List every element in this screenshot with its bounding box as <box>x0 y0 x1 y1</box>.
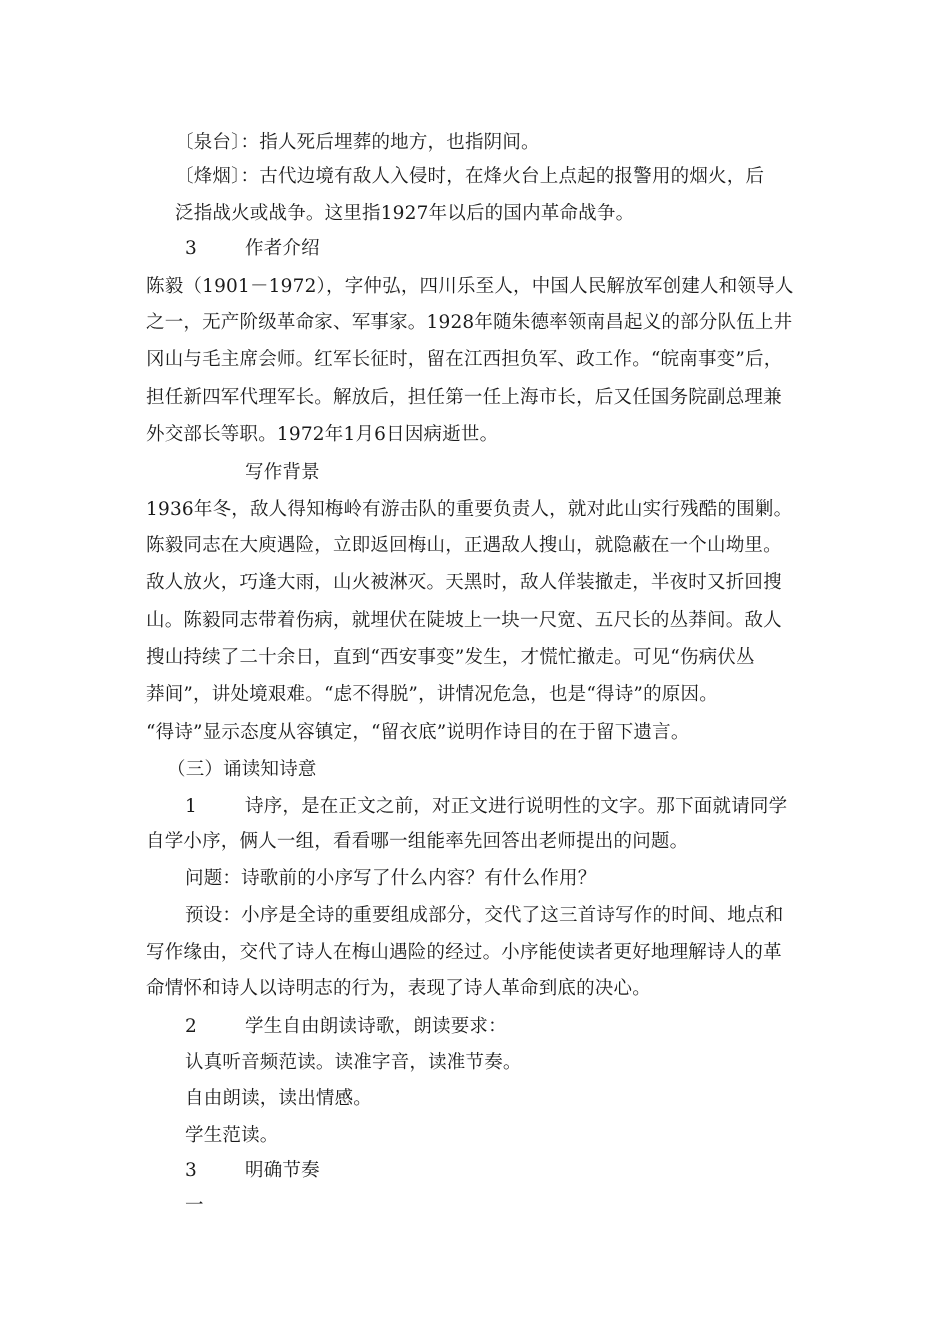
reading-answer-line-3: 命情怀和诗人以诗明志的行为，表现了诗人革命到底的决心。 <box>146 978 651 999</box>
reading-question: 问题：诗歌前的小序写了什么内容？有什么作用？ <box>185 868 597 889</box>
background-heading: 写作背景 <box>245 462 320 483</box>
reading-item-1-line2: 自学小序，俩人一组，看看哪一组能率先回答出老师提出的问题。 <box>146 831 689 852</box>
reading-answer-line-2: 写作缘由，交代了诗人在梅山遇险的经过。小序能使读者更好地理解诗人的革 <box>146 942 782 963</box>
background-line-2: 陈毅同志在大庾遇险，立即返回梅山，正遇敌人搜山，就隐蔽在一个山坳里。 <box>146 535 782 556</box>
author-line-5: 外交部长等职。1972年1月6日因病逝世。 <box>146 424 499 445</box>
reading-requirement-3: 学生范读。 <box>185 1125 279 1146</box>
reading-item-3-text: 明确节奏 <box>245 1160 320 1181</box>
background-line-1: 1936年冬，敌人得知梅岭有游击队的重要负责人，就对此山实行残酷的围剿。 <box>146 499 793 520</box>
reading-item-1-text: 诗序，是在正文之前，对正文进行说明性的文字。那下面就请同学 <box>245 796 788 817</box>
glossary-fengyan-line2: 泛指战火或战争。这里指1927年以后的国内革命战争。 <box>175 203 635 224</box>
author-line-2: 之一，无产阶级革命家、军事家。1928年随朱德率领南昌起义的部分队伍上井 <box>146 312 793 333</box>
background-line-5: 搜山持续了二十余日，直到“西安事变”发生，才慌忙撤走。可见“伤病伏丛 <box>146 647 755 668</box>
background-line-7: “得诗”显示态度从容镇定，“留衣底”说明作诗目的在于留下遗言。 <box>146 722 690 743</box>
reading-item-2-number: 2 <box>185 1016 197 1037</box>
reading-trailing-text: 一 <box>185 1195 204 1216</box>
author-heading-text: 作者介绍 <box>245 238 320 259</box>
background-line-6: 莽间”，讲处境艰难。“虑不得脱”，讲情况危急，也是“得诗”的原因。 <box>146 684 718 705</box>
reading-item-1-line1 <box>185 795 787 819</box>
reading-requirement-2: 自由朗读，读出情感。 <box>185 1088 373 1109</box>
author-heading <box>185 237 320 261</box>
glossary-fengyan-line1: 〔烽烟〕：古代边境有敌人入侵时，在烽火台上点起的报警用的烟火，后 <box>175 166 765 187</box>
reading-requirement-1: 认真听音频范读。读准字音，读准节奏。 <box>185 1052 522 1073</box>
reading-item-2-text: 学生自由朗读诗歌，朗读要求： <box>245 1016 507 1037</box>
author-heading-number: 3 <box>185 238 197 259</box>
reading-answer-line-1: 预设：小序是全诗的重要组成部分，交代了这三首诗写作的时间、地点和 <box>185 905 784 926</box>
author-line-4: 担任新四军代理军长。解放后，担任第一任上海市长，后又任国务院副总理兼 <box>146 387 782 408</box>
background-line-3: 敌人放火，巧逢大雨，山火被淋灭。天黑时，敌人佯装撤走，半夜时又折回搜 <box>146 572 782 593</box>
reading-section-title: （三）诵读知诗意 <box>167 759 317 780</box>
author-line-1: 陈毅（1901－1972），字仲弘，四川乐至人，中国人民解放军创建人和领导人 <box>146 276 794 297</box>
background-line-4: 山。陈毅同志带着伤病，就埋伏在陡坡上一块一尺宽、五尺长的丛莽间。敌人 <box>146 610 782 631</box>
reading-item-2 <box>185 1015 507 1039</box>
reading-item-3 <box>185 1159 320 1183</box>
author-line-3: 冈山与毛主席会师。红军长征时，留在江西担负军、政工作。“皖南事变”后， <box>146 349 783 370</box>
glossary-quantai: 〔泉台〕：指人死后埋葬的地方，也指阴间。 <box>175 132 540 153</box>
reading-item-1-number: 1 <box>185 796 197 817</box>
reading-item-3-number: 3 <box>185 1160 197 1181</box>
